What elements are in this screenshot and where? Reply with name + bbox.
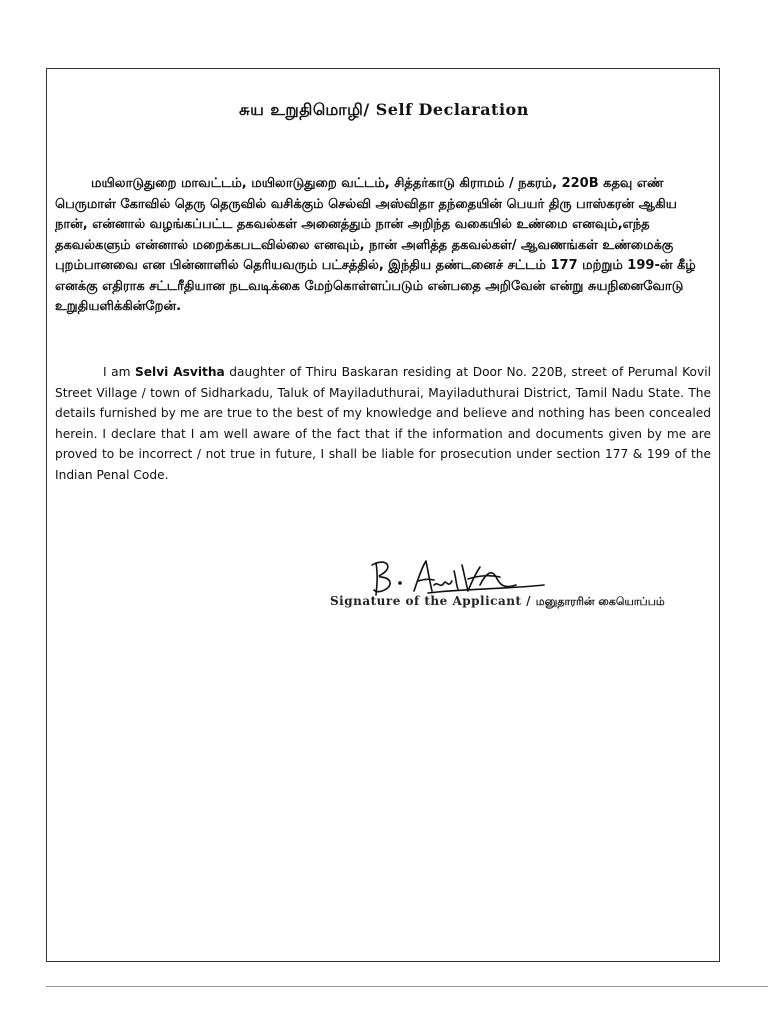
tamil-declaration-paragraph: மயிலாடுதுறை மாவட்டம், மயிலாடுதுறை வட்டம், சித்தர்காடு கிராமம் / நகரம், 220B கதவு எண் பெருமாள் கோவில் தெரு தெருவில் வசிக்கும் செல்வி அஸ்விதா தந்தையின் பெயர் திரு பாஸ்கரன் ஆகிய நான், என்னால் வழங்கப்பட்ட தகவல்கள் அனைத்தும் நான் அறிந்த வகையில் உண்மை எனவும்,எந்த தகவல்களும் என்னால் மறைக்கபடவில்லை எனவும், நான் அளித்த தகவல்கள்/ ஆவணங்கள் உண்மைக்கு புறம்பானவை என பின்னாளில் தெரியவரும் பட்சத்தில், இந்திய தண்டனைச் சட்டம் 177 மற்றும் 199-ன் கீழ் எனக்கு எதிராக சட்டரீதியான நடவடிக்கை மேற்கொள்ளப்படும் என்பதை அறிவேன் என்று சுயநினைவோடு உறுதியளிக்கின்றேன். <box>55 176 696 314</box>
document-title: சுய உறுதிமொழி/ Self Declaration <box>239 100 529 119</box>
signature-block <box>330 555 720 615</box>
english-intro: I am <box>103 365 135 379</box>
signature-caption-tamil: மனுதாரரின் கையொப்பம் <box>535 595 665 608</box>
applicant-name: Selvi Asvitha <box>135 365 225 379</box>
english-declaration-paragraph <box>55 362 711 486</box>
signature-caption <box>330 594 665 610</box>
page-bottom-divider <box>46 986 768 987</box>
english-body: daughter of Thiru Baskaran residing at Door No. 220B, street of Perumal Kovil Street Village / town of Sidharkadu, Taluk of Mayiladuthurai, Mayiladuthurai District, Tamil Nadu State. The details furnished by me are true to the best of my knowledge and believe and nothing has been concealed herein. I declare that I am well aware of the fact that if the information and documents given by me are proved to be incorrect / not true in future, I shall be liable for prosecution under section 177 & 199 of the Indian Penal Code. <box>55 365 711 482</box>
signature-caption-english: Signature of the Applicant / <box>330 594 536 608</box>
